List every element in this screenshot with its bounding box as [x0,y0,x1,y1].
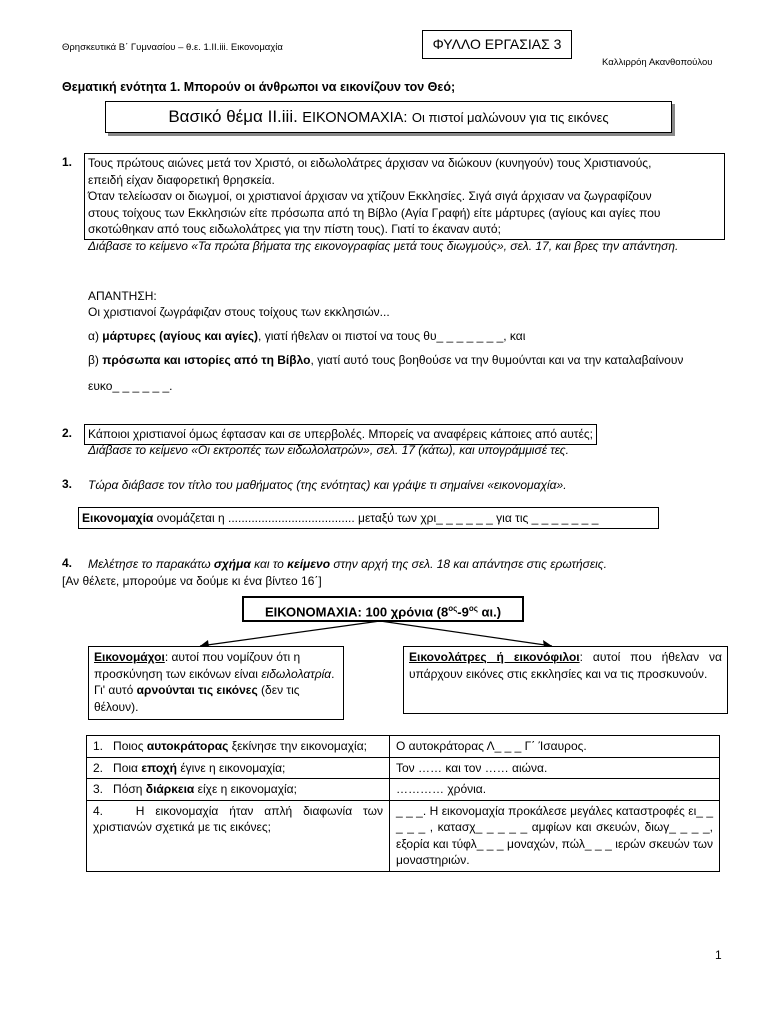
q3-definition: ονομάζεται η ...................................... μεταξύ των χρι_ _ _ _ _ _ για τις _ _ _ _ _ _ _ [153,511,599,525]
answer-b-prefix: β) [88,353,103,367]
q-post: ξεκίνησε την εικονομαχία; [228,739,367,753]
diagram-sup1: ος [448,604,458,613]
q-num: 3. [93,782,104,796]
table-row [87,800,720,871]
q-bold: εποχή [141,760,177,775]
iconophiles-text: : αυτοί που ήθελαν να υπάρχουν εικόνες στις εκκλησίες και να τις προσκυνούν. [409,650,722,681]
questions-table [86,735,720,872]
diagram-end: αι.) [477,604,502,620]
diagram-top: ΕΙΚΟΝΟΜΑΧΙΑ: 100 χρόνια (8 [264,604,449,620]
table-answer: Τον …… και τον …… αιώνα. [390,757,720,779]
q1-number: 1. [62,155,73,169]
unit-heading: Θεματική ενότητα 1. Μπορούν οι άνθρωποι να εικονίζουν τον Θεό; [62,80,456,94]
arrow-right-icon [380,621,552,646]
table-row [87,736,720,758]
arrow-left-icon [200,621,380,646]
page-number: 1 [715,948,722,962]
q4-bold-text: κείμενο [287,557,331,571]
q1-line: Όταν τελείωσαν οι διωγμοί, οι χριστιανοί άρχισαν να χτίζουν Εκκλησίες. Σιγά σιγά άρχισαν να ζωγραφίζουν [88,189,652,203]
q-post: έγινε η εικονομαχία; [177,760,286,775]
answer-a-bold: μάρτυρες (αγίους και αγίες) [102,329,259,343]
table-question [87,800,390,871]
q1-instruction: Διάβασε το κείμενο «Τα πρώτα βήματα της εικονογραφίας μετά τους διωγμούς», σελ. 17, και βρες την απάντηση. [88,239,679,253]
q-post: είχε η εικονομαχία; [194,782,297,796]
q4-t2: και το [250,557,288,571]
answer-intro: Οι χριστιανοί ζωγράφιζαν στους τοίχους των εκκλησιών... [88,305,390,319]
worksheet-label: ΦΥΛΛΟ ΕΡΓΑΣΙΑΣ 3 [422,30,572,59]
q2-text-box: Κάποιοι χριστιανοί όμως έφτασαν και σε υπερβολές. Μπορείς να αναφέρεις κάποιες από αυτές; [84,424,597,445]
answer-a-rest: , γιατί ήθελαν οι πιστοί να τους θυ_ _ _ _ _ _ _, και [258,329,526,343]
q1-line: Τους πρώτους αιώνες μετά τον Χριστό, οι ειδωλολάτρες άρχισαν να διώκουν (κυνηγούν) τους Χριστιανούς, [88,156,652,170]
q-bold: διάρκεια [145,782,195,796]
q-pre: Ποια [113,760,142,775]
q4-t1: Μελέτησε το παρακάτω [88,557,214,571]
q3-text: Τώρα διάβασε τον τίτλο του μαθήματος (της ενότητας) και γράψε τι σημαίνει «εικονομαχία». [88,478,567,492]
q-num: 2. [93,760,104,775]
table-question [87,757,390,779]
q1-line: σκοτώθηκαν από τους ειδωλολάτρες για την πίστη τους). Γιατί το έκαναν αυτό; [88,222,501,236]
q-pre: Ποιος [113,739,147,753]
iconoclasts-box [88,646,344,720]
q4-bold-schema: σχήμα [213,557,251,571]
iconoclasts-t1: : αυτοί που νομίζουν ότι η προσκύνηση των εικόνων είναι [94,650,301,681]
iconoclasts-idolatry: ειδωλολατρία [261,666,332,681]
q3-term: Εικονομαχία [82,511,154,525]
author-name: Καλλιρρόη Ακανθοπούλου [602,57,713,68]
table-answer: Ο αυτοκράτορας Λ_ _ _ Γ΄ Ίσαυρος. [390,736,720,758]
table-answer: ………… χρόνια. [390,779,720,801]
answer-b-line2: ευκο_ _ _ _ _ _. [88,379,173,393]
title-part3: Οι πιστοί μαλώνουν για τις εικόνες [411,110,609,125]
answer-b-rest: , γιατί αυτό τους βοηθούσε να την θυμούνται και να την καταλαβαίνουν [310,353,684,367]
q1-line: στους τοίχους των Εκκλησιών είτε πρόσωπα από τη Βίβλο (Αγία Γραφή) είτε μάρτυρες (αγίους και αγίες που [88,205,661,220]
iconoclasts-deny: αρνούνται τις εικόνες [136,683,258,697]
header-course: Θρησκευτικά Β΄ Γυμνασίου – θ.ε. 1.ΙΙ.iii. Εικονομαχία [62,42,283,53]
q2-instruction: Διάβασε το κείμενο «Οι εκτροπές των ειδωλολατρών», σελ. 17 (κάτω), και υπογράμμισέ τες. [88,443,569,457]
q4-number: 4. [62,556,73,570]
q2-number: 2. [62,426,73,440]
q4-t3: στην αρχή της σελ. 18 και απάντησε στις ερωτήσεις. [330,557,607,571]
q1-line: επειδή είχαν διαφορετική θρησκεία. [88,172,275,187]
iconophiles-box [403,646,728,714]
answer-a-prefix: α) [88,329,103,343]
q-num: 4. [93,803,104,818]
q-bold: αυτοκράτορας [146,739,229,753]
iconoclasts-title: Εικονομάχοι [94,650,165,664]
iconophiles-title: Εικονολάτρες ή εικονόφιλοι [409,650,580,664]
q-num: 1. [93,739,104,753]
title-part2: ΕΙΚΟΝΟΜΑΧΙΑ: [302,110,408,126]
table-question [87,736,390,758]
answer-b-bold: πρόσωπα και ιστορίες από τη Βίβλο [102,353,311,367]
title-part1: Βασικό θέμα ΙΙ.iii. [168,107,298,126]
table-row [87,757,720,779]
table-question [87,779,390,801]
q-pre: Πόση [113,782,146,796]
answer-heading: ΑΠΑΝΤΗΣΗ: [88,289,157,303]
q4-video-note: [Αν θέλετε, μπορούμε να δούμε κι ένα βίντεο 16΄] [62,574,322,588]
table-row [87,779,720,801]
iconoclasts-t3: (δεν τις θέλουν). [94,683,300,714]
diagram-sup2: ος [468,604,478,613]
q3-number: 3. [62,477,73,491]
diagram-mid: -9 [457,604,469,620]
iconoclasts-t2: . Γι' αυτό [94,666,335,697]
table-answer: _ _ _. Η εικονομαχία προκάλεσε μεγάλες καταστροφές ει_ _ _ _ _ , κατασχ_ _ _ _ _ αμφίων και σκευών, διωγ_ _ _ _, εξορία και τύφλ_ _ _ μοναχών, πώλ_ _ _ ιερών σκευών των μοναστηριών. [390,800,720,871]
q-pre: Η εικονομαχία ήταν απλή διαφωνία των χριστιανών σχετικά με τις εικόνες; [93,803,383,834]
